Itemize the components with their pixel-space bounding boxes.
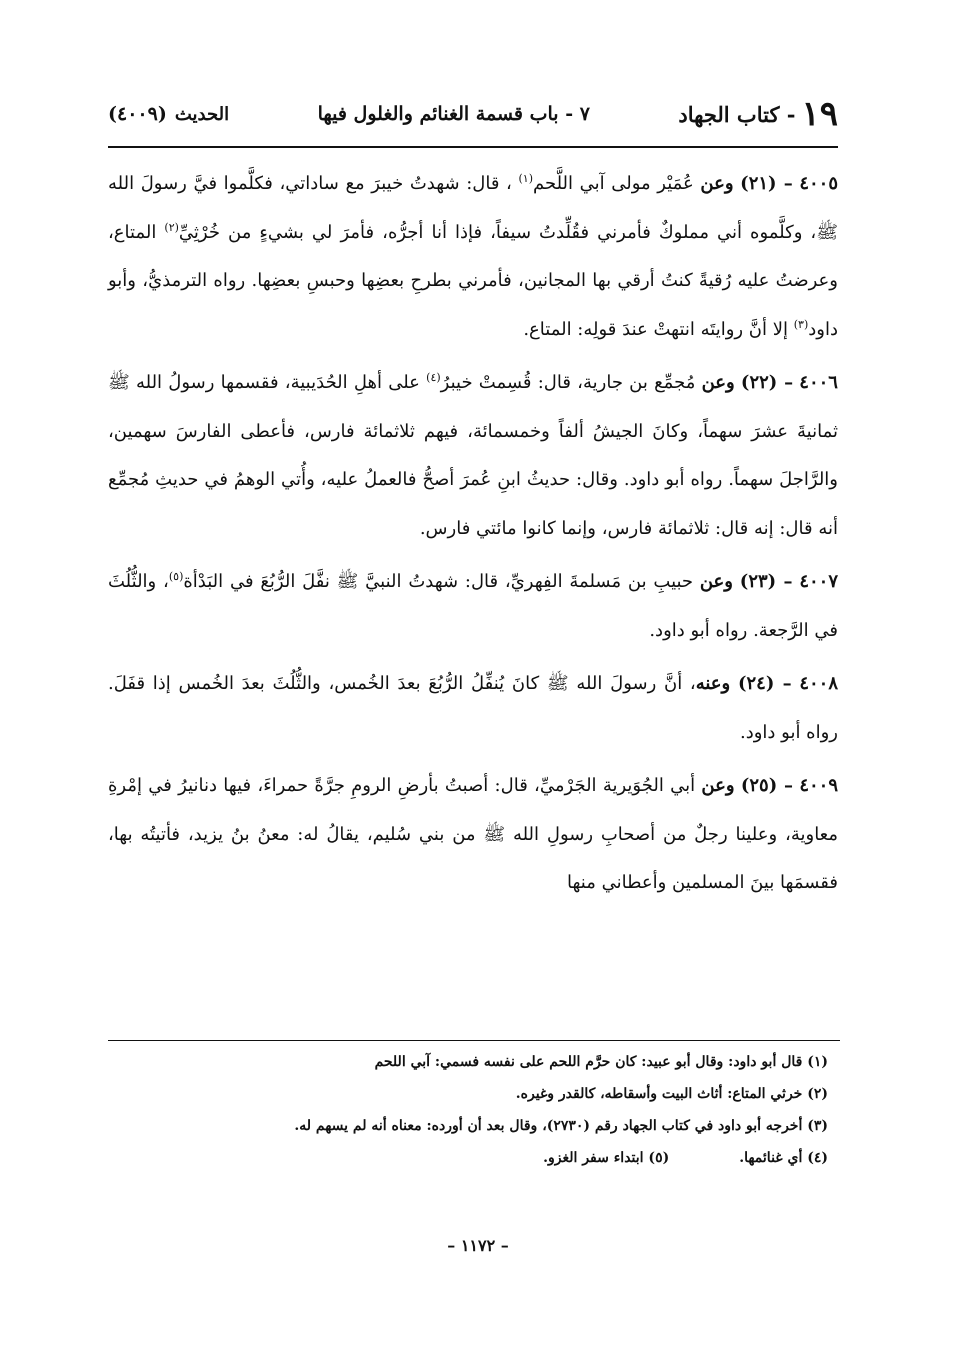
main-text [108,160,838,913]
hadith-number: ٤٠٠٧ [799,571,838,592]
footnote-divider [108,1040,840,1041]
hadith-number: ٤٠٠٦ [799,372,838,393]
hadith-4006 [108,359,838,553]
footnote-3: (٣) أخرجه أبو داود في كتاب الجهاد رقم (٢٧٣٠)، وقال بعد أن أورده: معناه أنه لم يسهم له. [294,1118,828,1134]
hadith-number: ٤٠٠٨ [799,673,838,694]
header-part-number: ١٩ [801,94,838,134]
hadith-4007 [108,558,838,655]
hadith-text: عُمَيْر مولى آبي اللَّحم [532,173,694,194]
footnote-ref: (١) [518,172,533,185]
footnote-ref: (٥) [168,570,184,583]
footnote-ref: (٣) [793,317,809,331]
hadith-sub-number: – (٢٤) [737,673,792,694]
running-header [108,94,838,134]
header-hadith-label: الحديث [174,103,230,125]
footnote-5: (٥) ابتداء سفر الغزو. [543,1150,670,1166]
hadith-text: ، والثُّلُثَ في الرَّجعة. رواه أبو داود. [108,571,838,641]
footnote-4: (٤) أي غنائمها. [739,1150,828,1166]
hadith-sub-number: – (٢١) [740,173,793,194]
hadith-text: مُجمِّع بن جارية، قال: قُسِمتْ خيبرُ [440,372,696,393]
header-book-title: - كتاب الجهاد [678,101,796,127]
hadith-intro: وعن [701,372,735,393]
hadith-4008 [108,660,838,757]
hadith-intro: وعن [700,173,734,194]
hadith-sub-number: – (٢٥) [740,775,794,796]
footnote-ref: (٢) [164,220,179,234]
footnote-1: (١) قال أبو داود: وقال أبو عبيد: كان حرَّم اللحم على نفسه فسمي: آبي اللحم [374,1054,828,1070]
hadith-number: ٤٠٠٩ [799,775,838,796]
hadith-text: حبيبِ بن مَسلمةَ الفِهريِّ، قال: شهدتُ النبيَّ ﷺ نفَّلَ الرُّبُعَ في البَدْأة [183,571,694,592]
header-hadith-range: (٤٠٠٩) [108,103,167,125]
hadith-4009 [108,762,838,908]
header-divider [108,146,838,148]
footnote-row [108,1142,828,1174]
hadith-text: إلا أنَّ روايتَه انتهتْ عندَ قولِه: المتاع. [523,318,789,340]
hadith-sub-number: – (٢٣) [739,571,793,592]
hadith-text: المتاع، وعرضتُ عليه رُقيةً كنتُ أرقي بها المجانين، فأمرني بطرحِ بعضِها وحبسِ بعضِها. رواه الترمذيُّ، وأبو داود [108,221,838,340]
footnotes [108,1046,828,1174]
footnote-ref: (٤) [426,371,441,384]
hadith-intro: وعن [701,775,735,796]
hadith-intro: وعن [699,571,733,592]
hadith-text: ، أنَّ رسولَ الله ﷺ كانَ يُنفِّلُ الرُّبُعَ بعدَ الخُمس، والثُّلُثَ بعدَ الخُمس إذا قفَلَ. رواه أبو داود. [108,673,838,743]
hadith-text: على أهلِ الحُدَيبية، فقسمها رسولُ الله ﷺ ثمانيةَ عشرَ سهماً، وكانَ الجيشُ ألفاً وخمسمائة، فيهم ثلاثمائة فارس، فأعطى الفارسَ سهمين، والرَّاجلَ سهماً. رواه أبو داود. وقال: حديثُ ابنِ عُمرَ أصحُّ فالعملُ عليه، وأُتي الوهمُ في حديثِ مُجمِّع أنه قال: إنه قال: ثلاثمائة فارس، وإنما كانوا مائتي فارس. [108,372,838,539]
header-hadith-block [108,103,229,125]
hadith-4005 [108,160,838,354]
page-number: – ١١٧٢ – [447,1236,509,1255]
hadith-intro: وعنه [695,673,731,694]
hadith-text: أبي الجُوَيرية الجَرْميِّ، قال: أصبتُ بأرضِ الرومِ جرَّةً حمراءَ، فيها دنانيرُ في إمْرةِ معاوية، وعلينا رجلٌ من أصحابِ رسولِ الله ﷺ من بني سُليم، يقالُ له: معنُ بنُ يزيد، فأتيتُه بها، فقسمَها بينَ المسلمين وأعطاني منها [108,775,838,893]
hadith-sub-number: – (٢٢) [740,372,794,393]
header-chapter-title: ٧ - باب قسمة الغنائم والغلول فيها [317,103,590,125]
hadith-text: ، قال: شهدتُ خيبرَ مع ساداتي، فكلَّموا فيَّ رسولَ الله ﷺ، وكلَّموه أني مملوكٌ فأمرني فقُلِّدتُ سيفاً، فإذا أنا أجرُّه، فأمرَ لي بشيءٍ من خُرْثِيِّ [108,173,838,243]
footnote-2: (٢) خرثي المتاع: أثاث البيت وأسقاطه، كالقدر وغيره. [515,1086,828,1102]
header-book-block [678,94,838,134]
hadith-number: ٤٠٠٥ [799,173,838,194]
